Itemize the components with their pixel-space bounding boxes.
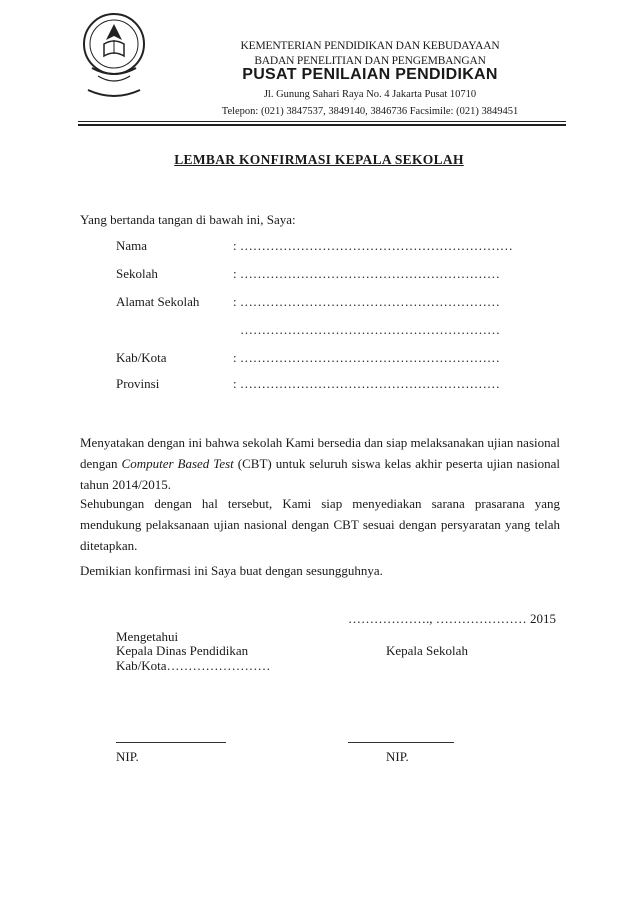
field-value-alamat: : …………………………………………………… — [233, 294, 500, 309]
intro-text: Yang bertanda tangan di bawah ini, Saya: — [80, 212, 296, 227]
closing-paragraph: Demikian konfirmasi ini Saya buat dengan sesungguhnya. — [80, 563, 383, 578]
left-signature-line — [116, 742, 226, 743]
field-label-nama: Nama — [116, 238, 148, 253]
district-label: Kab/Kota…………………… — [116, 658, 271, 673]
header-contact: Telepon: (021) 3847537, 3849140, 3846736 Facsimile: (021) 3849451 — [221, 106, 519, 117]
statement-paragraph: Menyatakan dengan ini bahwa sekolah Kami bersedia dan siap melaksanakan ujian nasional dengan Computer Based Test (CBT) untuk seluruh siswa kelas akhir peserta ujian nasional tahun 2014/2015. — [80, 435, 561, 492]
field-label-alamat: Alamat Sekolah — [116, 294, 200, 309]
right-signature-line — [348, 742, 454, 743]
principal-label: Kepala Sekolah — [386, 643, 468, 658]
field-label-sekolah: Sekolah — [116, 266, 158, 281]
field-label-kabkota: Kab/Kota — [116, 350, 167, 365]
left-nip-label: NIP. — [116, 749, 139, 764]
readiness-paragraph: Sehubungan dengan hal tersebut, Kami siap menyediakan sarana prasarana yang mendukung pelaksanaan ujian nasional dengan CBT sesuai dengan persyaratan yang telah ditetapkan. — [80, 496, 560, 553]
agency-name: BADAN PENELITIAN DAN PENGEMBANGAN — [254, 55, 486, 67]
field-label-provinsi: Provinsi — [116, 376, 160, 391]
ministry-name: KEMENTERIAN PENDIDIKAN DAN KEBUDAYAAN — [240, 40, 500, 52]
right-nip-label: NIP. — [386, 749, 409, 764]
tut-wuri-handayani-logo — [78, 10, 150, 98]
cbt-emphasis: Computer Based Test — [121, 456, 234, 471]
header-divider-thick — [78, 124, 566, 126]
field-value-kabkota: : …………………………………………………… — [233, 350, 500, 365]
header-address: Jl. Gunung Sahari Raya No. 4 Jakarta Pusat 10710 — [263, 89, 477, 100]
education-office-head-label: Kepala Dinas Pendidikan — [116, 643, 249, 658]
field-value-nama: : ……………………………………………………… — [233, 238, 513, 253]
field-value-provinsi: : …………………………………………………… — [233, 376, 500, 391]
header-divider-thin — [78, 121, 566, 122]
document-title: LEMBAR KONFIRMASI KEPALA SEKOLAH — [174, 152, 464, 167]
acknowledged-label: Mengetahui — [116, 629, 179, 644]
place-date: ………………., ………………… 2015 — [348, 611, 556, 626]
center-name: PUSAT PENILAIAN PENDIDIKAN — [242, 66, 498, 83]
field-value-sekolah: : …………………………………………………… — [233, 266, 500, 281]
field-value-alamat-line2: …………………………………………………… — [240, 322, 500, 337]
